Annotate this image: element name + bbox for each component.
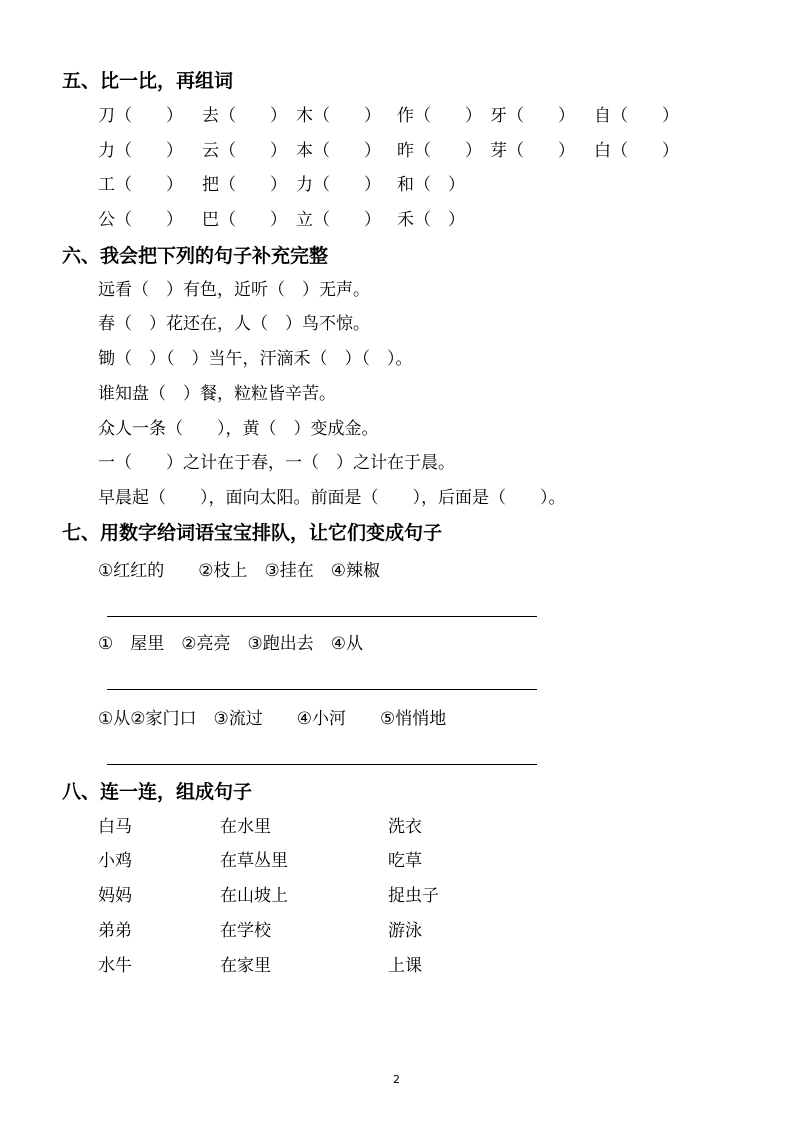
place-phrase: 在山坡上: [220, 886, 288, 906]
fill-in-sentence: 锄（ ）（ ）当午，汗滴禾（ ）（ ）。: [98, 349, 413, 369]
word-pair-cell: 白（ ）: [594, 141, 679, 161]
word-pair-cell: 去（ ）: [202, 106, 287, 126]
word-pair-cell: 和（ ）: [397, 175, 465, 195]
word-pair-cell: 巴（ ）: [202, 210, 287, 230]
word-pair-cell: 木（ ）: [296, 106, 381, 126]
word-order-item: ① 屋里 ②亮亮 ③跑出去 ④从: [98, 634, 363, 654]
word-pair-cell: 自（ ）: [594, 106, 679, 126]
word-order-item: ①红红的 ②枝上 ③挂在 ④辣椒: [98, 561, 380, 581]
word-pair-cell: 作（ ）: [397, 106, 482, 126]
section-five-title: 五、比一比，再组词: [62, 70, 234, 92]
fill-in-sentence: 远看（ ）有色，近听（ ）无声。: [98, 280, 370, 300]
fill-in-sentence: 众人一条（ ），黄（ ）变成金。: [98, 419, 379, 439]
word-pair-cell: 禾（ ）: [397, 210, 465, 230]
action-word: 游泳: [388, 921, 422, 941]
subject-word: 白马: [98, 817, 132, 837]
word-pair-cell: 力（ ）: [296, 175, 381, 195]
word-pair-cell: 芽（ ）: [490, 141, 575, 161]
word-pair-cell: 本（ ）: [296, 141, 381, 161]
place-phrase: 在水里: [220, 817, 271, 837]
section-six-title: 六、我会把下列的句子补充完整: [62, 245, 329, 267]
section-eight-title: 八、连一连，组成句子: [62, 781, 253, 803]
action-word: 上课: [388, 956, 422, 976]
place-phrase: 在学校: [220, 921, 271, 941]
page-number: 2: [393, 1073, 400, 1086]
answer-line: [107, 764, 537, 765]
answer-line: [107, 616, 537, 617]
word-order-item: ①从②家门口 ③流过 ④小河 ⑤悄悄地: [98, 709, 447, 729]
action-word: 捉虫子: [388, 886, 439, 906]
word-pair-cell: 立（ ）: [296, 210, 381, 230]
fill-in-sentence: 一（ ）之计在于春，一（ ）之计在于晨。: [98, 453, 455, 473]
answer-line: [107, 689, 537, 690]
subject-word: 水牛: [98, 956, 132, 976]
action-word: 吃草: [388, 851, 422, 871]
fill-in-sentence: 早晨起（ ），面向太阳。前面是（ ），后面是（ ）。: [98, 488, 566, 508]
word-pair-cell: 公（ ）: [98, 210, 183, 230]
subject-word: 妈妈: [98, 886, 132, 906]
place-phrase: 在草丛里: [220, 851, 288, 871]
subject-word: 小鸡: [98, 851, 132, 871]
word-pair-cell: 力（ ）: [98, 141, 183, 161]
word-pair-cell: 云（ ）: [202, 141, 287, 161]
section-seven-title: 七、用数字给词语宝宝排队，让它们变成句子: [62, 522, 443, 544]
fill-in-sentence: 谁知盘（ ）餐，粒粒皆辛苦。: [98, 384, 336, 404]
action-word: 洗衣: [388, 817, 422, 837]
word-pair-cell: 工（ ）: [98, 175, 183, 195]
word-pair-cell: 昨（ ）: [397, 141, 482, 161]
place-phrase: 在家里: [220, 956, 271, 976]
fill-in-sentence: 春（ ）花还在，人（ ）鸟不惊。: [98, 314, 370, 334]
word-pair-cell: 把（ ）: [202, 175, 287, 195]
subject-word: 弟弟: [98, 921, 132, 941]
word-pair-cell: 刀（ ）: [98, 106, 183, 126]
word-pair-cell: 牙（ ）: [490, 106, 575, 126]
